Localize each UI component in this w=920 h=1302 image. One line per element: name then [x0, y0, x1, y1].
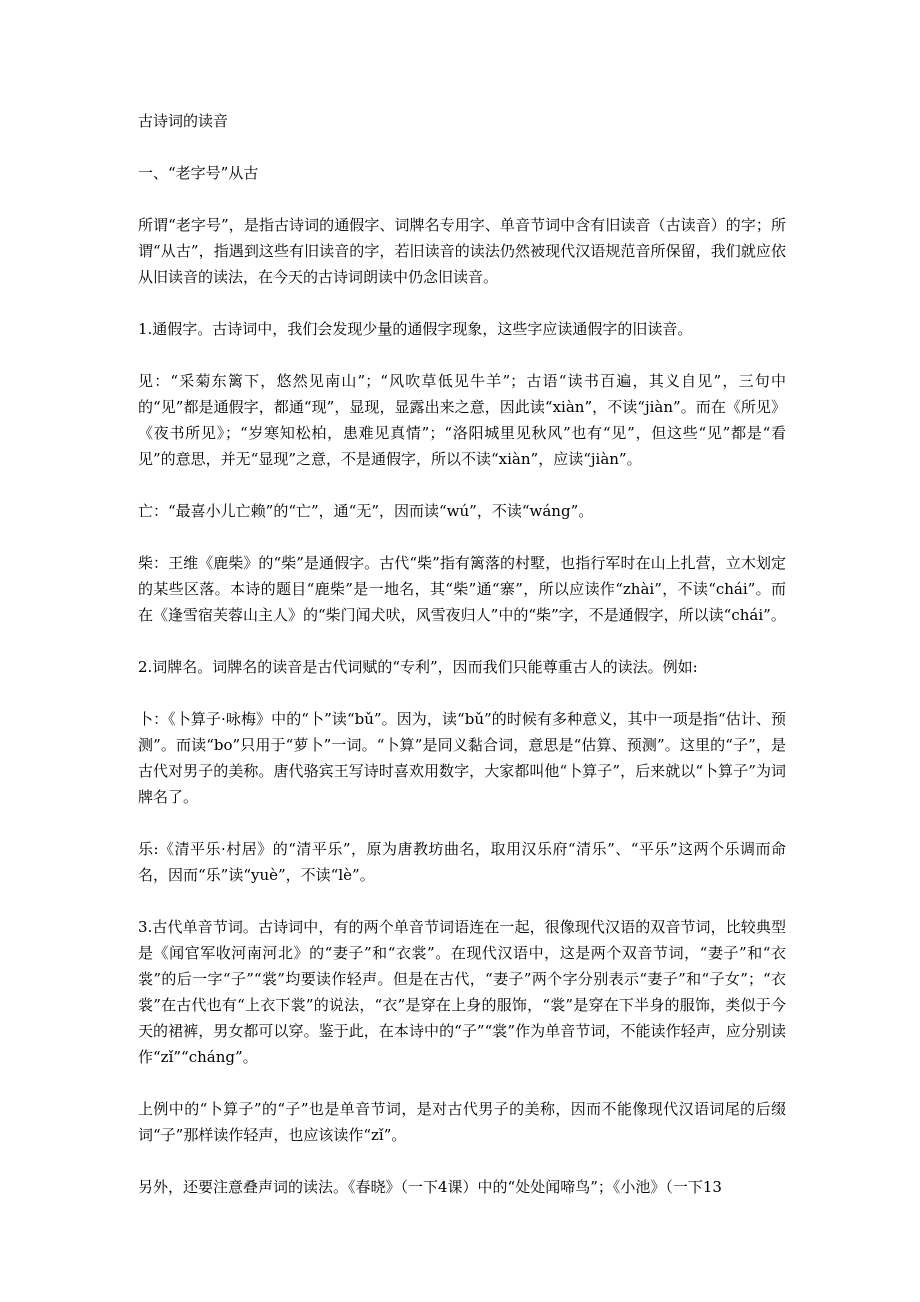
paragraph-yue: 乐:《清平乐·村居》的“清平乐”，原为唐教坊曲名，取用汉乐府“清乐”、“平乐”这两个乐调而命名，因而“乐”读“yuè”，不读“lè”。	[138, 840, 786, 884]
paragraph-intro: 所谓“老字号”，是指古诗词的通假字、词牌名专用字、单音节词中含有旧读音（古读音）的字；所谓“从古”，指遇到这些有旧读音的字，若旧读音的读法仍然被现代汉语规范音所保留，我们就应依从旧读音的读法，在今天的古诗词朗读中仍念旧读音。	[138, 216, 786, 286]
paragraph-danyinjieci: 3.古代单音节词。古诗词中，有的两个单音节词语连在一起，很像现代汉语的双音节词，比较典型是《闻官军收河南河北》的“妻子”和“衣裳”。在现代汉语中，这是两个双音节词，“妻子”和“衣裳”的后一字“子”“裳”均要读作轻声。但是在古代，“妻子”两个字分别表示“妻子”和“子女”；“衣裳”在古代也有“上衣下裳”的说法，“衣”是穿在上身的服饰，“裳”是穿在下半身的服饰，类似于今天的裙裤，男女都可以穿。鉴于此，在本诗中的“子”“裳”作为单音节词，不能读作轻声，应分别读作“zǐ”“cháng”。	[138, 918, 786, 1066]
document-page	[138, 108, 786, 1226]
paragraph-wang: 亡：“最喜小儿亡赖”的“亡”，通“无”，因而读“wú”，不读“wáng”。	[138, 502, 594, 520]
paragraph-diesheng: 另外，还要注意叠声词的读法。《春晓》（一下4课）中的“处处闻啼鸟”；《小池》（一下13	[138, 1178, 722, 1196]
paragraph-zi: 上例中的“卜算子”的“子”也是单音节词，是对古代男子的美称，因而不能像现代汉语词尾的后缀词“子”那样读作轻声，也应该读作“zǐ”。	[138, 1100, 786, 1144]
paragraph-chai: 柴：王维《鹿柴》的“柴”是通假字。古代“柴”指有篱落的村墅，也指行军时在山上扎营，立木划定的某些区落。本诗的题目“鹿柴”是一地名，其“柴”通“寨”，所以应读作“zhài”，不读“chái”。而在《逢雪宿芙蓉山主人》的“柴门闻犬吠，风雪夜归人”中的“柴”字，不是通假字，所以读“chái”。	[138, 554, 786, 624]
paragraph-tongjiazi: 1.通假字。古诗词中，我们会发现少量的通假字现象，这些字应读通假字的旧读音。	[138, 320, 693, 338]
paragraph-cipaiming: 2.词牌名。词牌名的读音是古代词赋的“专利”，因而我们只能尊重古人的读法。例如:	[138, 658, 698, 676]
paragraph-jian: 见：“采菊东篱下，悠然见南山”；“风吹草低见牛羊”；古语“读书百遍，其义自见”，三句中的“见”都是通假字，都通“现”，显现，显露出来之意，因此读“xiàn”，不读“jiàn”。而在《所见》《夜书所见》；“岁寒知松柏，患难见真情”；“洛阳城里见秋风”也有“见”，但这些“见”都是“看见”的意思，并无“显现”之意，不是通假字，所以不读“xiàn”，应读“jiàn”。	[138, 372, 786, 468]
document-title: 古诗词的读音	[138, 112, 229, 130]
section-heading: 一、“老字号”从古	[138, 164, 259, 182]
paragraph-bu: 卜：《卜算子·咏梅》中的“卜”读“bǔ”。因为，读“bǔ”的时候有多种意义，其中一项是指“估计、预测”。而读“bo”只用于“萝卜”一词。“卜算”是同义黏合词，意思是“估算、预测”。这里的“子”，是古代对男子的美称。唐代骆宾王写诗时喜欢用数字，大家都叫他“卜算子”，后来就以“卜算子”为词牌名了。	[138, 710, 786, 806]
